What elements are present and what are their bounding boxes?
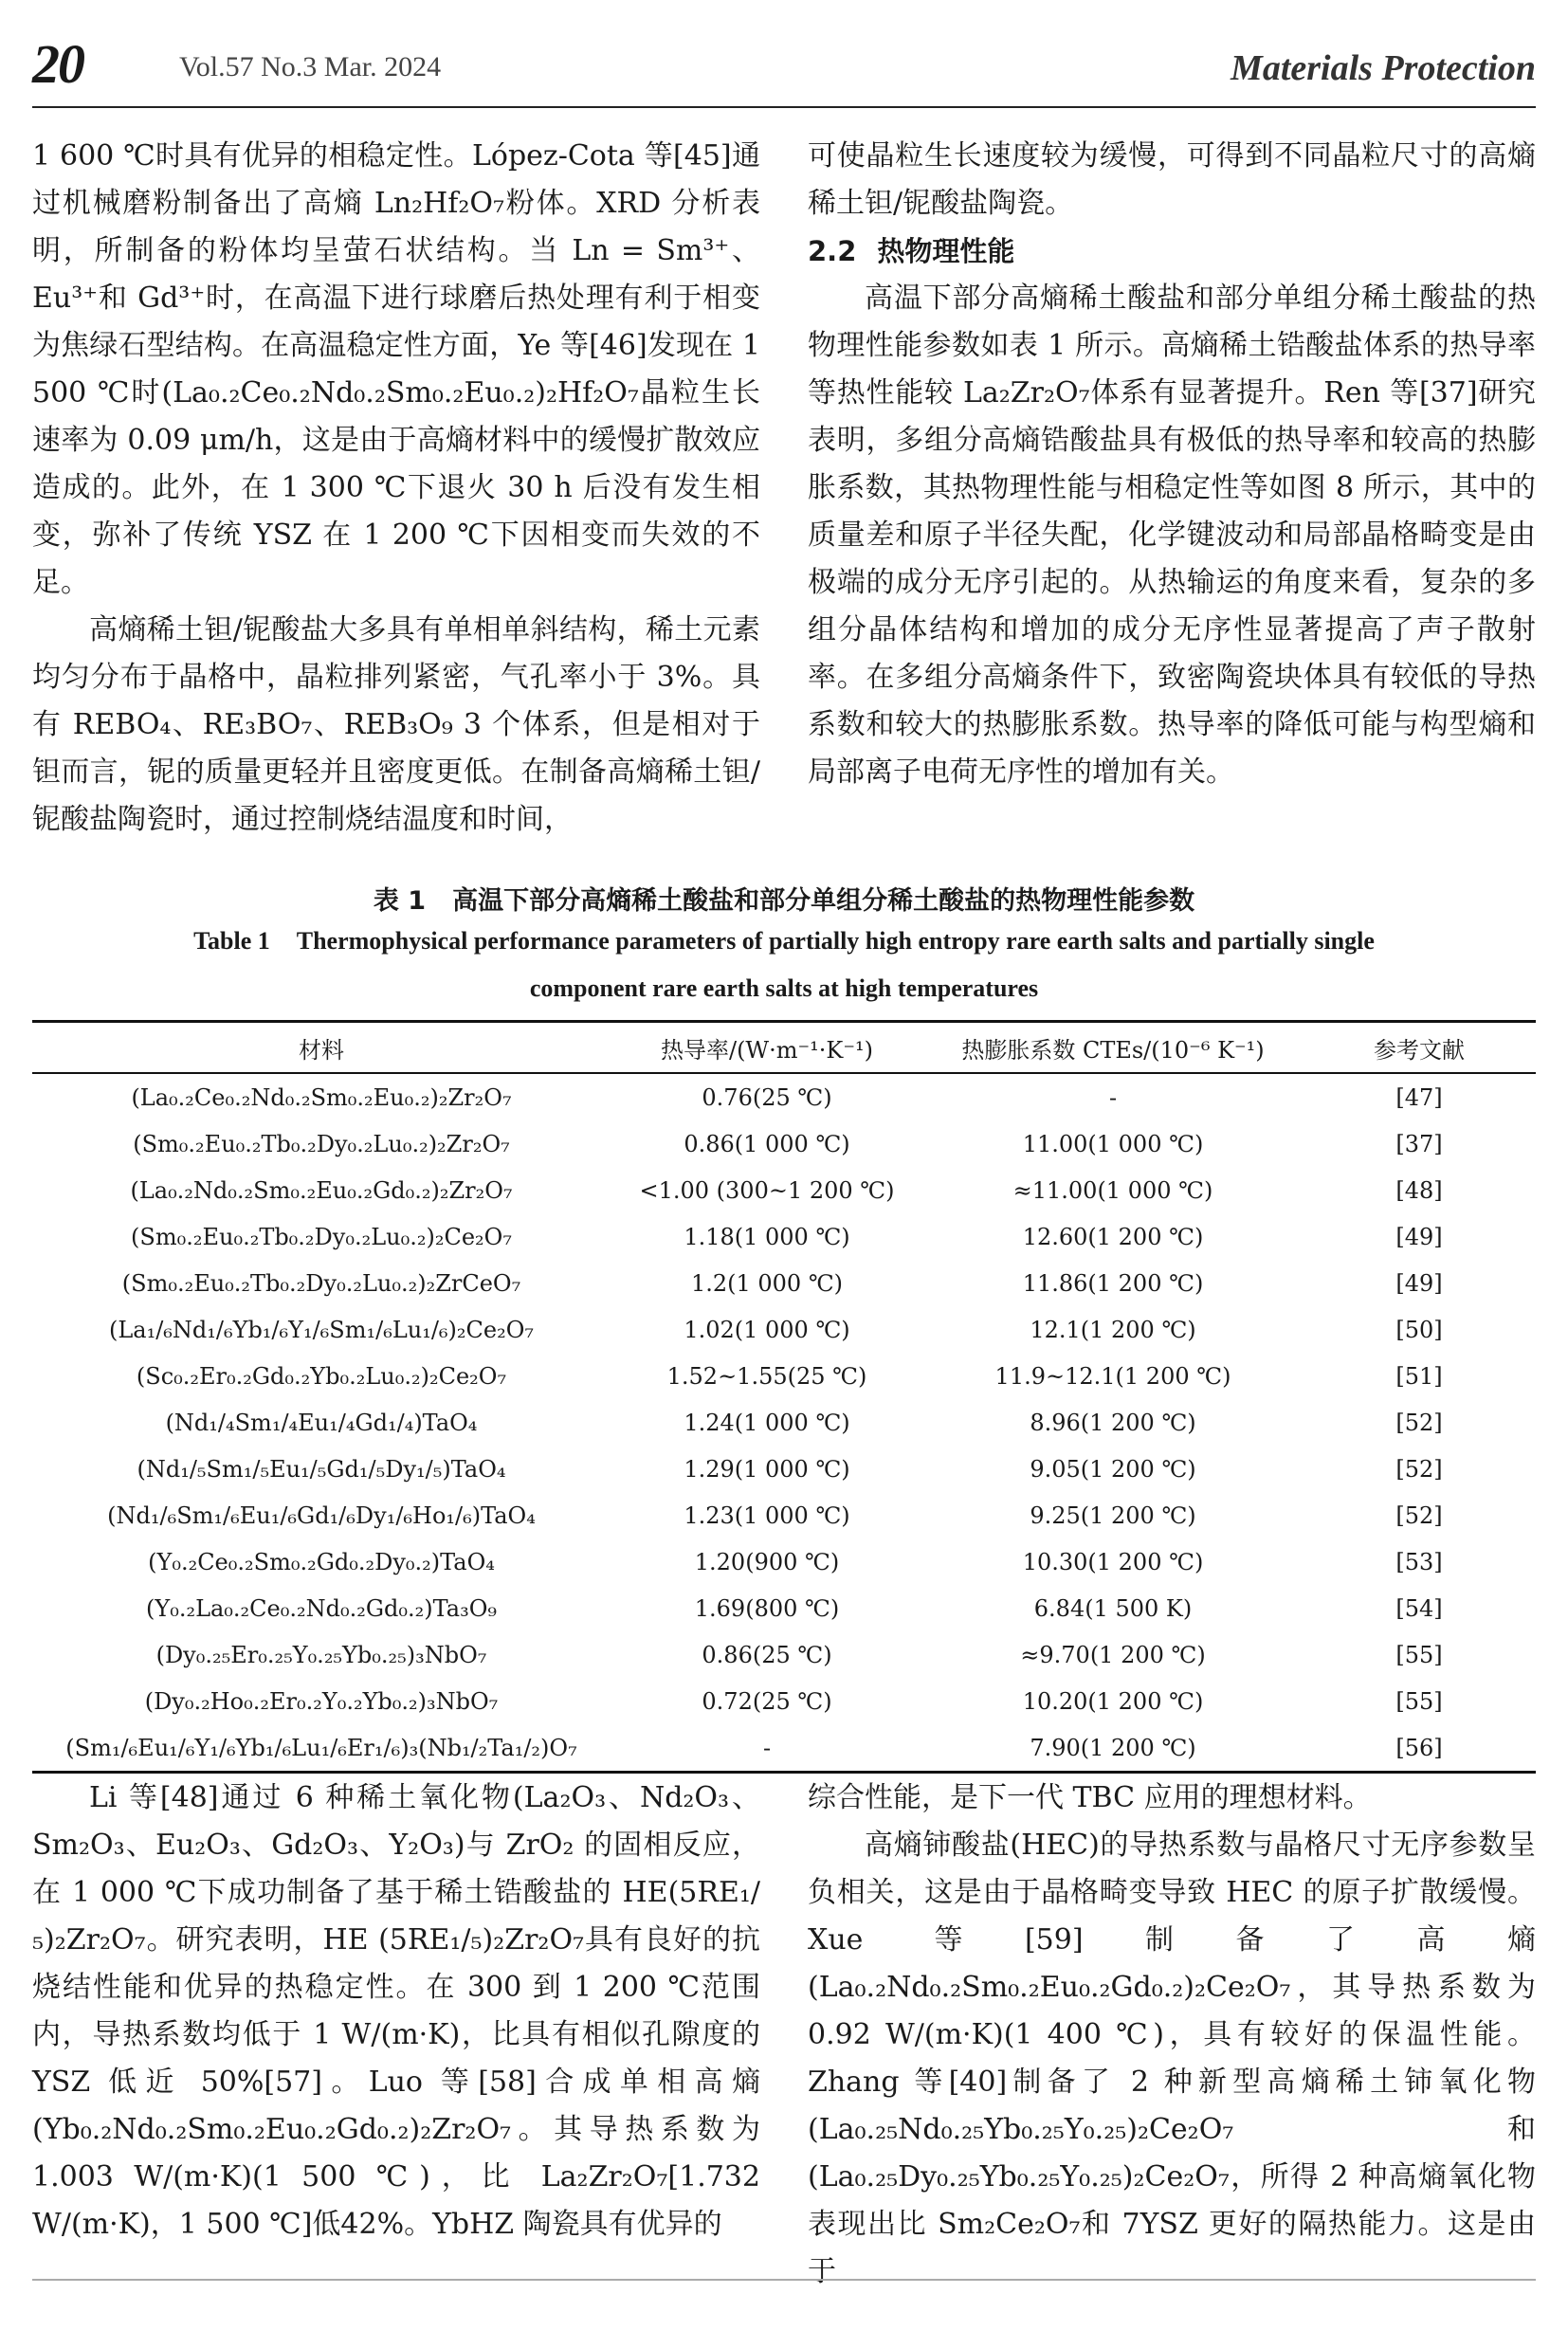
cell-reference: [47] (1395, 1083, 1443, 1111)
cell-reference: [55] (1395, 1687, 1443, 1715)
cell-cte: 12.60(1 200 ℃) (1022, 1223, 1204, 1250)
cell-thermal-conductivity: 1.23(1 000 ℃) (684, 1502, 850, 1529)
cell-cte: 11.00(1 000 ℃) (1022, 1130, 1204, 1157)
table-row (32, 1213, 1536, 1260)
paragraph-thermophysical: 高温下部分高熵稀土酸盐和部分单组分稀土酸盐的热物理性能参数如表 1 所示。高熵稀土锆酸盐体系的热导率等热性能较 La₂Zr₂O₇体系有显著提升。Ren 等[37]研究表明，多组分高熵锆酸盐具有极低的热导率和较高的热膨胀系数，其热物理性能与相稳定性等如图 8 所示，其中的质量差和原子半径失配，化学键波动和局部晶格畸变是由极端的成分无序引起的。从热输运的角度来看，复杂的多组分晶体结构和增加的成分无序性显著提高了声子散射率。在多组分高熵条件下，致密陶瓷块体具有较低的导热系数和较大的热膨胀系数。热导率的降低可能与构型熵和局部离子电荷无序性的增加有关。 (808, 282, 1536, 789)
left-column-bottom (32, 1775, 760, 2248)
footer-rule (32, 2279, 1536, 2281)
table-row (32, 1678, 1536, 1724)
cell-cte: 12.1(1 200 ℃) (1030, 1316, 1196, 1343)
cell-cte: ≈11.00(1 000 ℃) (1012, 1176, 1213, 1204)
cell-reference: [56] (1303, 1724, 1536, 1773)
section-number: 2.2 (808, 235, 857, 267)
table-row (32, 1538, 1536, 1585)
paragraph-tantalate-niobate: 高熵稀土钽/铌酸盐大多具有单相单斜结构，稀土元素均匀分布于晶格中，晶粒排列紧密，气孔率小于 3%。具有 REBO₄、RE₃BO₇、REB₃O₉ 3 个体系，但是相对于钽而言，铌的质量更轻并且密度更低。在制备高熵稀土钽/铌酸盐陶瓷时，通过控制烧结温度和时间， (32, 613, 760, 836)
cell-material: (Sc₀.₂Er₀.₂Gd₀.₂Yb₀.₂Lu₀.₂)₂Ce₂O₇ (136, 1362, 507, 1390)
cell-cte: 6.84(1 500 K) (1033, 1594, 1193, 1622)
cell-thermal-conductivity: 0.72(25 ℃) (702, 1687, 832, 1715)
paragraph-continued: 可使晶粒生长速度较为缓慢，可得到不同晶粒尺寸的高熵稀土钽/铌酸盐陶瓷。 (808, 139, 1536, 220)
table-row (32, 1399, 1536, 1446)
cell-cte: 9.05(1 200 ℃) (1030, 1455, 1196, 1483)
table-label-cn: 表 1 (373, 886, 427, 916)
cell-thermal-conductivity: 1.18(1 000 ℃) (684, 1223, 850, 1250)
header-reference: 参考文献 (1303, 1022, 1536, 1074)
cell-thermal-conductivity: 1.2(1 000 ℃) (690, 1269, 844, 1297)
cell-material: (Sm₁/₆Eu₁/₆Y₁/₆Yb₁/₆Lu₁/₆Er₁/₆)₃(Nb₁/₂Ta₁/₂)O₇ (32, 1724, 611, 1773)
cell-material: (Sm₀.₂Eu₀.₂Tb₀.₂Dy₀.₂Lu₀.₂)₂Ce₂O₇ (131, 1223, 512, 1250)
cell-material: (Dy₀.₂₅Er₀.₂₅Y₀.₂₅Yb₀.₂₅)₃NbO₇ (155, 1641, 487, 1668)
cell-material: (Sm₀.₂Eu₀.₂Tb₀.₂Dy₀.₂Lu₀.₂)₂Zr₂O₇ (133, 1130, 510, 1157)
table-caption-cn (32, 880, 1536, 917)
table-row (32, 1585, 1536, 1631)
cell-reference: [50] (1395, 1316, 1443, 1343)
cell-reference: [49] (1395, 1269, 1443, 1297)
table-row (32, 1353, 1536, 1399)
journal-name: Materials Protection (1231, 48, 1536, 88)
table-row (32, 1306, 1536, 1353)
paragraph-continued: 综合性能，是下一代 TBC 应用的理想材料。 (808, 1781, 1372, 1814)
table-label-en: Table 1 (193, 927, 270, 955)
table-row (32, 1073, 1536, 1120)
running-header (32, 32, 1536, 100)
page-number: 20 (32, 33, 83, 95)
table-row (32, 1631, 1536, 1678)
cell-thermal-conductivity: 0.76(25 ℃) (702, 1083, 832, 1111)
cell-reference: [54] (1395, 1594, 1443, 1622)
cell-material: (Dy₀.₂Ho₀.₂Er₀.₂Y₀.₂Yb₀.₂)₃NbO₇ (144, 1687, 499, 1715)
header-material: 材料 (32, 1022, 611, 1074)
cell-material: (La₀.₂Ce₀.₂Nd₀.₂Sm₀.₂Eu₀.₂)₂Zr₂O₇ (131, 1083, 512, 1111)
table-row (32, 1167, 1536, 1213)
section-title: 热物理性能 (877, 235, 1015, 267)
cell-cte: 10.20(1 200 ℃) (1022, 1687, 1204, 1715)
table-row (32, 1446, 1536, 1492)
journal-issue-info: Vol.57 No.3 Mar. 2024 (179, 51, 442, 82)
cell-cte: - (1108, 1083, 1118, 1111)
cell-material: (Sm₀.₂Eu₀.₂Tb₀.₂Dy₀.₂Lu₀.₂)₂ZrCeO₇ (121, 1269, 521, 1297)
cell-material: (Y₀.₂Ce₀.₂Sm₀.₂Gd₀.₂Dy₀.₂)TaO₄ (148, 1548, 495, 1575)
cell-cte: ≈9.70(1 200 ℃) (1020, 1641, 1206, 1668)
cell-material: (Nd₁/₅Sm₁/₅Eu₁/₅Gd₁/₅Dy₁/₅)TaO₄ (137, 1455, 506, 1483)
cell-cte: 8.96(1 200 ℃) (1030, 1409, 1196, 1436)
table-row (32, 1260, 1536, 1306)
paragraph-hec: 高熵铈酸盐(HEC)的导热系数与晶格尺寸无序参数呈负相关，这是由于晶格畸变导致 HEC 的原子扩散缓慢。Xue 等[59]制备了高熵(La₀.₂Nd₀.₂Sm₀.₂Eu₀.₂Gd₀.₂)₂Ce₂O₇，其导热系数为 0.92 W/(m·K)(1 400 ℃)，具有较好的保温性能。Zhang 等[40]制备了 2 种新型高熵稀土铈氧化物(La₀.₂₅Nd₀.₂₅Yb₀.₂₅Y₀.₂₅)₂Ce₂O₇和(La₀.₂₅Dy₀.₂₅Yb₀.₂₅Y₀.₂₅)₂Ce₂O₇，所得 2 种高熵氧化物表现出比 Sm₂Ce₂O₇和 7YSZ 更好的隔热能力。这是由于 (808, 1829, 1536, 2288)
cell-material: (La₀.₂Nd₀.₂Sm₀.₂Eu₀.₂Gd₀.₂)₂Zr₂O₇ (130, 1176, 513, 1204)
cell-thermal-conductivity: <1.00 (300~1 200 ℃) (639, 1176, 895, 1204)
cell-cte: 7.90(1 200 ℃) (923, 1724, 1303, 1773)
table-header-row (32, 1022, 1536, 1074)
cell-reference: [52] (1395, 1502, 1443, 1529)
right-column-top (808, 133, 1536, 796)
cell-reference: [55] (1395, 1641, 1443, 1668)
table-row (32, 1120, 1536, 1167)
thermophysical-table (32, 1020, 1536, 1774)
cell-reference: [52] (1395, 1455, 1443, 1483)
cell-thermal-conductivity: 0.86(25 ℃) (702, 1641, 832, 1668)
table-row (32, 1724, 1536, 1773)
cell-reference: [37] (1395, 1130, 1443, 1157)
section-heading (808, 228, 1536, 275)
table-caption-en-line2: component rare earth salts at high temperatures (529, 974, 1039, 1002)
cell-reference: [52] (1395, 1409, 1443, 1436)
cell-cte: 11.9~12.1(1 200 ℃) (994, 1362, 1231, 1390)
cell-reference: [53] (1395, 1548, 1443, 1575)
cell-thermal-conductivity: 1.02(1 000 ℃) (684, 1316, 850, 1343)
cell-thermal-conductivity: 1.24(1 000 ℃) (684, 1409, 850, 1436)
header-thermal-conductivity: 热导率/(W·m⁻¹·K⁻¹) (611, 1022, 923, 1074)
cell-cte: 9.25(1 200 ℃) (1030, 1502, 1196, 1529)
paragraph-continued: 1 600 ℃时具有优异的相稳定性。López-Cota 等[45]通过机械磨粉制备出了高熵 Ln₂Hf₂O₇粉体。XRD 分析表明，所制备的粉体均呈萤石状结构。当 Ln = Sm³⁺、Eu³⁺和 Gd³⁺时，在高温下进行球磨后热处理有利于相变为焦绿石型结构。在高温稳定性方面，Ye 等[46]发现在 1 500 ℃时(La₀.₂Ce₀.₂Nd₀.₂Sm₀.₂Eu₀.₂)₂Hf₂O₇晶粒生长速率为 0.09 μm/h，这是由于高熵材料中的缓慢扩散效应造成的。此外，在 1 300 ℃下退火 30 h 后没有发生相变，弥补了传统 YSZ 在 1 200 ℃下因相变而失效的不足。 (32, 139, 760, 599)
cell-material: (Nd₁/₆Sm₁/₆Eu₁/₆Gd₁/₆Dy₁/₆Ho₁/₆)TaO₄ (107, 1502, 536, 1529)
cell-cte: 10.30(1 200 ℃) (1022, 1548, 1204, 1575)
header-rule (32, 106, 1536, 108)
cell-material: (Y₀.₂La₀.₂Ce₀.₂Nd₀.₂Gd₀.₂)Ta₃O₉ (145, 1594, 497, 1622)
cell-reference: [48] (1395, 1176, 1443, 1204)
cell-thermal-conductivity: 1.20(900 ℃) (694, 1548, 840, 1575)
header-cte: 热膨胀系数 CTEs/(10⁻⁶ K⁻¹) (923, 1022, 1303, 1074)
cell-cte: 11.86(1 200 ℃) (1022, 1269, 1204, 1297)
cell-reference: [51] (1395, 1362, 1443, 1390)
cell-reference: [49] (1395, 1223, 1443, 1250)
cell-material: (Nd₁/₄Sm₁/₄Eu₁/₄Gd₁/₄)TaO₄ (165, 1409, 478, 1436)
cell-thermal-conductivity: 0.86(1 000 ℃) (684, 1130, 850, 1157)
cell-thermal-conductivity: 1.52~1.55(25 ℃) (666, 1362, 867, 1390)
cell-thermal-conductivity: 1.69(800 ℃) (694, 1594, 840, 1622)
cell-thermal-conductivity: 1.29(1 000 ℃) (684, 1455, 850, 1483)
paragraph-li-et-al: Li 等[48]通过 6 种稀土氧化物(La₂O₃、Nd₂O₃、Sm₂O₃、Eu₂O₃、Gd₂O₃、Y₂O₃)与 ZrO₂ 的固相反应，在 1 000 ℃下成功制备了基于稀土锆酸盐的 HE(5RE₁/₅)₂Zr₂O₇。研究表明，HE (5RE₁/₅)₂Zr₂O₇具有良好的抗烧结性能和优异的热稳定性。在 300 到 1 200 ℃范围内，导热系数均低于 1 W/(m·K)，比具有相似孔隙度的 YSZ 低近 50%[57]。Luo 等[58]合成单相高熵(Yb₀.₂Nd₀.₂Sm₀.₂Eu₀.₂Gd₀.₂)₂Zr₂O₇。其导热系数为1.003 W/(m·K)(1 500 ℃)，比 La₂Zr₂O₇[1.732 W/(m·K)，1 500 ℃]低42%。YbHZ 陶瓷具有优异的 (32, 1781, 760, 2241)
cell-material: (La₁/₆Nd₁/₆Yb₁/₆Y₁/₆Sm₁/₆Lu₁/₆)₂Ce₂O₇ (108, 1316, 535, 1343)
right-column-bottom (808, 1775, 1536, 2296)
table-title-en-line1: Thermophysical performance parameters of partially high entropy rare earth salts and partially single (296, 927, 1375, 955)
table-caption-en (32, 927, 1536, 956)
left-column-top (32, 133, 760, 844)
table-title-cn: 高温下部分高熵稀土酸盐和部分单组分稀土酸盐的热物理性能参数 (452, 886, 1195, 916)
table-row (32, 1492, 1536, 1538)
cell-thermal-conductivity: - (611, 1724, 923, 1773)
